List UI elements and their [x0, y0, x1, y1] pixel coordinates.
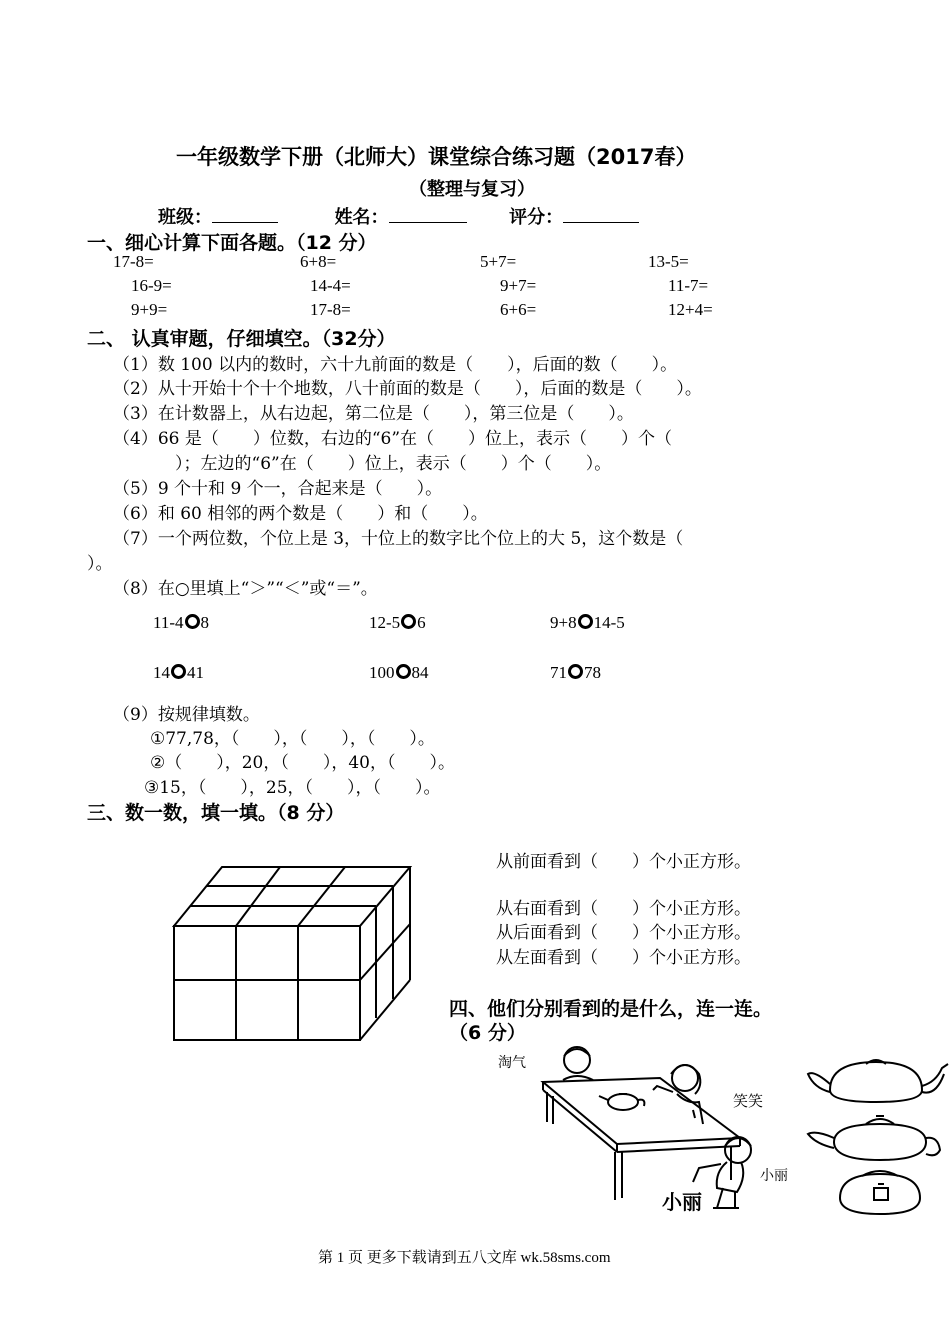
view-front-line: 从前面看到（ ）个小正方形。: [496, 852, 751, 872]
section-4-heading-line-2: （6 分）: [449, 1022, 526, 1044]
compare-circle[interactable]: [396, 664, 411, 679]
compare-item: [153, 663, 204, 683]
score-label: 评分：: [509, 207, 564, 228]
calc-item: 5+7=: [480, 252, 517, 271]
compare-circle[interactable]: [578, 614, 593, 629]
question-9: （9）按规律填数。: [113, 705, 260, 725]
question-7-line-2: ）。: [87, 554, 113, 574]
calc-item: 14-4=: [310, 276, 351, 295]
compare-left: 11-4: [153, 613, 184, 632]
compare-left: 71: [550, 663, 567, 682]
compare-right: 14-5: [593, 613, 625, 632]
compare-left: 12-5: [369, 613, 401, 632]
label-xiaoxiao: 笑笑: [733, 1092, 764, 1110]
compare-item: [550, 613, 625, 633]
question-9-3: ③15，（ ），25，（ ），（ ）。: [144, 778, 441, 798]
calc-item: 9+7=: [500, 276, 537, 295]
teapot-view-1: [804, 1054, 950, 1110]
compare-item: [369, 613, 426, 633]
question-4-line-1: （4）66 是（ ）位数，右边的“6”在（ ）位上，表示（ ）个（: [113, 429, 673, 449]
view-left-line: 从左面看到（ ）个小正方形。: [496, 948, 751, 968]
table-scene-illustration: [495, 1040, 795, 1215]
question-4-line-2: ）；左边的“6”在（ ）位上，表示（ ）个（ ）。: [175, 454, 612, 474]
question-3: （3）在计数器上，从右边起，第二位是（ ），第三位是（ ）。: [113, 404, 634, 424]
label-xiaoli-large: 小丽: [662, 1190, 702, 1214]
calc-item: 17-8=: [310, 300, 351, 319]
section-2-heading: 二、 认真审题，仔细填空。（32分）: [87, 328, 396, 350]
compare-item: [550, 663, 601, 683]
compare-circle[interactable]: [568, 664, 583, 679]
calc-item: 17-8=: [113, 252, 154, 271]
question-6: （6）和 60 相邻的两个数是（ ）和（ ）。: [113, 504, 488, 524]
question-2: （2）从十开始十个十个地数，八十前面的数是（ ），后面的数是（ ）。: [113, 379, 702, 399]
compare-circle[interactable]: [171, 664, 186, 679]
compare-left: 9+8: [550, 613, 577, 632]
compare-right: 8: [200, 613, 210, 632]
page-title: 一年级数学下册（北师大）课堂综合练习题（2017春）: [176, 145, 697, 169]
question-9-1: ①77,78，（ ），（ ），（ ）。: [150, 729, 435, 749]
class-blank[interactable]: [212, 204, 278, 223]
view-right-line: 从右面看到（ ）个小正方形。: [496, 899, 751, 919]
compare-item: [153, 613, 209, 633]
name-label: 姓名：: [334, 207, 389, 228]
question-7-line-1: （7）一个两位数，个位上是 3，十位上的数字比个位上的大 5，这个数是（: [113, 529, 684, 549]
compare-right: 6: [417, 613, 426, 632]
calc-item: 13-5=: [648, 252, 689, 271]
calc-item: 12+4=: [668, 300, 713, 319]
compare-left: 100: [369, 663, 395, 682]
compare-right: 84: [411, 663, 429, 682]
question-8: （8）在○里填上“＞”“＜”或“＝”。: [113, 579, 378, 599]
calc-item: 6+8=: [300, 252, 337, 271]
teapot-view-3: [834, 1164, 924, 1218]
calc-item: 16-9=: [131, 276, 172, 295]
label-taoqi: 淘气: [498, 1055, 526, 1071]
page-footer: 第 1 页 更多下载请到五八文库 wk.58sms.com: [318, 1250, 611, 1266]
question-1: （1）数 100 以内的数时，六十九前面的数是（ ），后面的数（ ）。: [113, 355, 678, 375]
cube-figure: [160, 855, 436, 1047]
calc-item: 11-7=: [668, 276, 709, 295]
page-subtitle: （整理与复习）: [409, 179, 535, 200]
section-4-heading-line-1: 四、他们分别看到的是什么，连一连。: [449, 998, 773, 1020]
compare-left: 14: [153, 663, 170, 682]
teapot-view-2: [804, 1112, 950, 1168]
question-5: （5）9 个十和 9 个一，合起来是（ ）。: [113, 479, 443, 499]
compare-circle[interactable]: [401, 614, 416, 629]
calc-item: 6+6=: [500, 300, 537, 319]
question-9-2: ②（ ），20，（ ），40，（ ）。: [150, 753, 456, 773]
compare-circle[interactable]: [185, 614, 200, 629]
compare-item: [369, 663, 429, 683]
section-3-heading: 三、数一数，填一填。（8 分）: [87, 802, 345, 824]
score-blank[interactable]: [563, 204, 639, 223]
compare-right: 78: [584, 663, 601, 682]
view-back-line: 从后面看到（ ）个小正方形。: [496, 923, 751, 943]
name-blank[interactable]: [389, 204, 467, 223]
label-xiaoli-small: 小丽: [760, 1168, 788, 1184]
compare-right: 41: [187, 663, 204, 682]
class-label: 班级：: [158, 207, 212, 228]
calc-item: 9+9=: [131, 300, 168, 319]
section-1-heading: 一、细心计算下面各题。（12 分）: [87, 232, 377, 254]
info-line: [158, 203, 639, 229]
